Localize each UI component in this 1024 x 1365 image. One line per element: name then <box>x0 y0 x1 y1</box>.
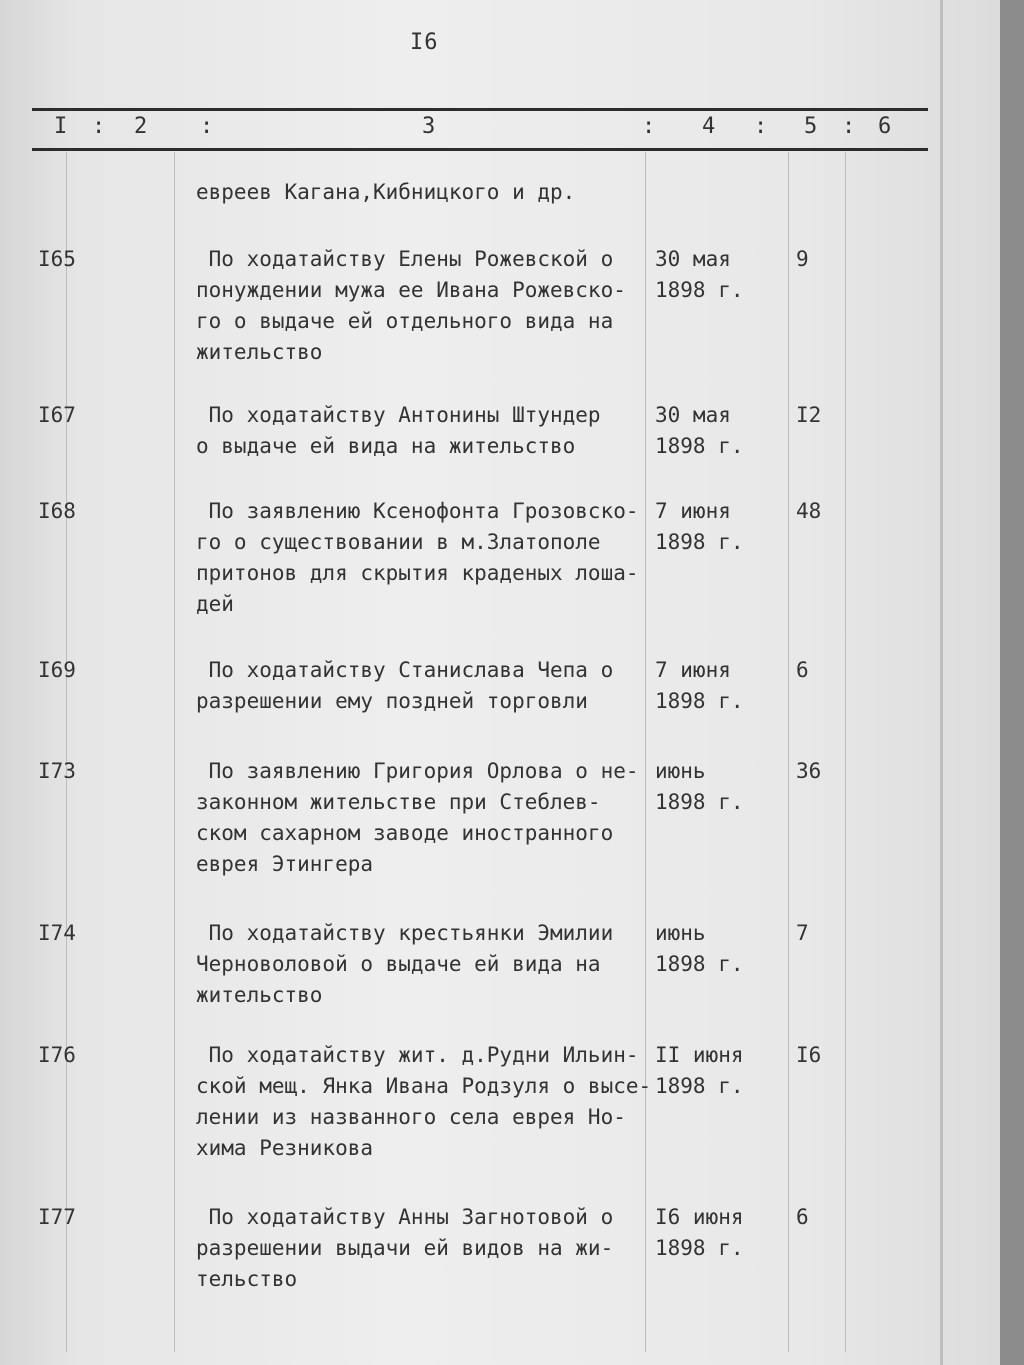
record-number: I68 <box>38 499 76 523</box>
record-date: июнь 1898 г. <box>655 921 744 976</box>
record-sheet-count: I2 <box>796 403 822 427</box>
column-separator: : <box>92 114 106 139</box>
record-sheet-count: 7 <box>796 921 809 945</box>
header-rule-top <box>32 108 928 111</box>
record-description: По ходатайству крестьянки Эмилии Черноволовой о выдаче ей вида на жительство <box>196 921 614 1007</box>
record-description: По заявлению Григория Орлова о не- законном жительстве при Стеблев- ском сахарном заводе иностранного еврея Этингера <box>196 759 639 876</box>
column-header-1: I <box>54 114 68 139</box>
record-number: I69 <box>38 658 76 682</box>
page-edge <box>940 0 943 1365</box>
record-date: 7 июня 1898 г. <box>655 658 744 713</box>
record-number: I73 <box>38 759 76 783</box>
record-number: I76 <box>38 1043 76 1067</box>
record-date: июнь 1898 г. <box>655 759 744 814</box>
column-header-5: 5 <box>804 114 818 139</box>
record-sheet-count: 48 <box>796 499 822 523</box>
record-number: I65 <box>38 247 76 271</box>
column-header-2: 2 <box>134 114 148 139</box>
column-header-row <box>32 114 928 146</box>
column-divider <box>788 152 789 1352</box>
record-description: По ходатайству Елены Рожевской о понуждении мужа ее Ивана Рожевско- го о выдаче ей отдельного вида на жительство <box>196 247 626 364</box>
column-separator: : <box>200 114 214 139</box>
record-date: II июня 1898 г. <box>655 1043 744 1098</box>
continuation-text: евреев Кагана,Кибницкого и др. <box>196 180 576 204</box>
record-sheet-count: I6 <box>796 1043 822 1067</box>
column-separator: : <box>754 114 768 139</box>
record-date: 30 мая 1898 г. <box>655 247 744 302</box>
record-number: I67 <box>38 403 76 427</box>
column-header-6: 6 <box>878 114 892 139</box>
record-number: I74 <box>38 921 76 945</box>
record-date: 30 мая 1898 г. <box>655 403 744 458</box>
column-separator: : <box>642 114 656 139</box>
header-rule-bottom <box>32 148 928 151</box>
record-sheet-count: 36 <box>796 759 822 783</box>
record-sheet-count: 6 <box>796 1205 809 1229</box>
column-divider <box>66 152 67 1352</box>
record-date: 7 июня 1898 г. <box>655 499 744 554</box>
record-sheet-count: 6 <box>796 658 809 682</box>
record-description: По заявлению Ксенофонта Грозовско- го о существовании в м.Златополе притонов для скрытия краденых лоша- дей <box>196 499 639 616</box>
record-description: По ходатайству жит. д.Рудни Ильин- ской мещ. Янка Ивана Родзуля о высе- лении из названного села еврея Но- хима Резникова <box>196 1043 652 1160</box>
column-separator: : <box>842 114 856 139</box>
page-number: I6 <box>410 30 439 55</box>
column-divider <box>174 152 175 1352</box>
record-date: I6 июня 1898 г. <box>655 1205 744 1260</box>
record-description: По ходатайству Антонины Штундер о выдаче ей вида на жительство <box>196 403 601 458</box>
column-header-4: 4 <box>702 114 716 139</box>
record-description: По ходатайству Анны Загнотовой о разрешении выдачи ей видов на жи- тельство <box>196 1205 614 1291</box>
column-header-3: 3 <box>422 114 436 139</box>
record-number: I77 <box>38 1205 76 1229</box>
column-divider <box>845 152 846 1352</box>
record-sheet-count: 9 <box>796 247 809 271</box>
record-description: По ходатайству Станислава Чепа о разрешении ему поздней торговли <box>196 658 614 713</box>
